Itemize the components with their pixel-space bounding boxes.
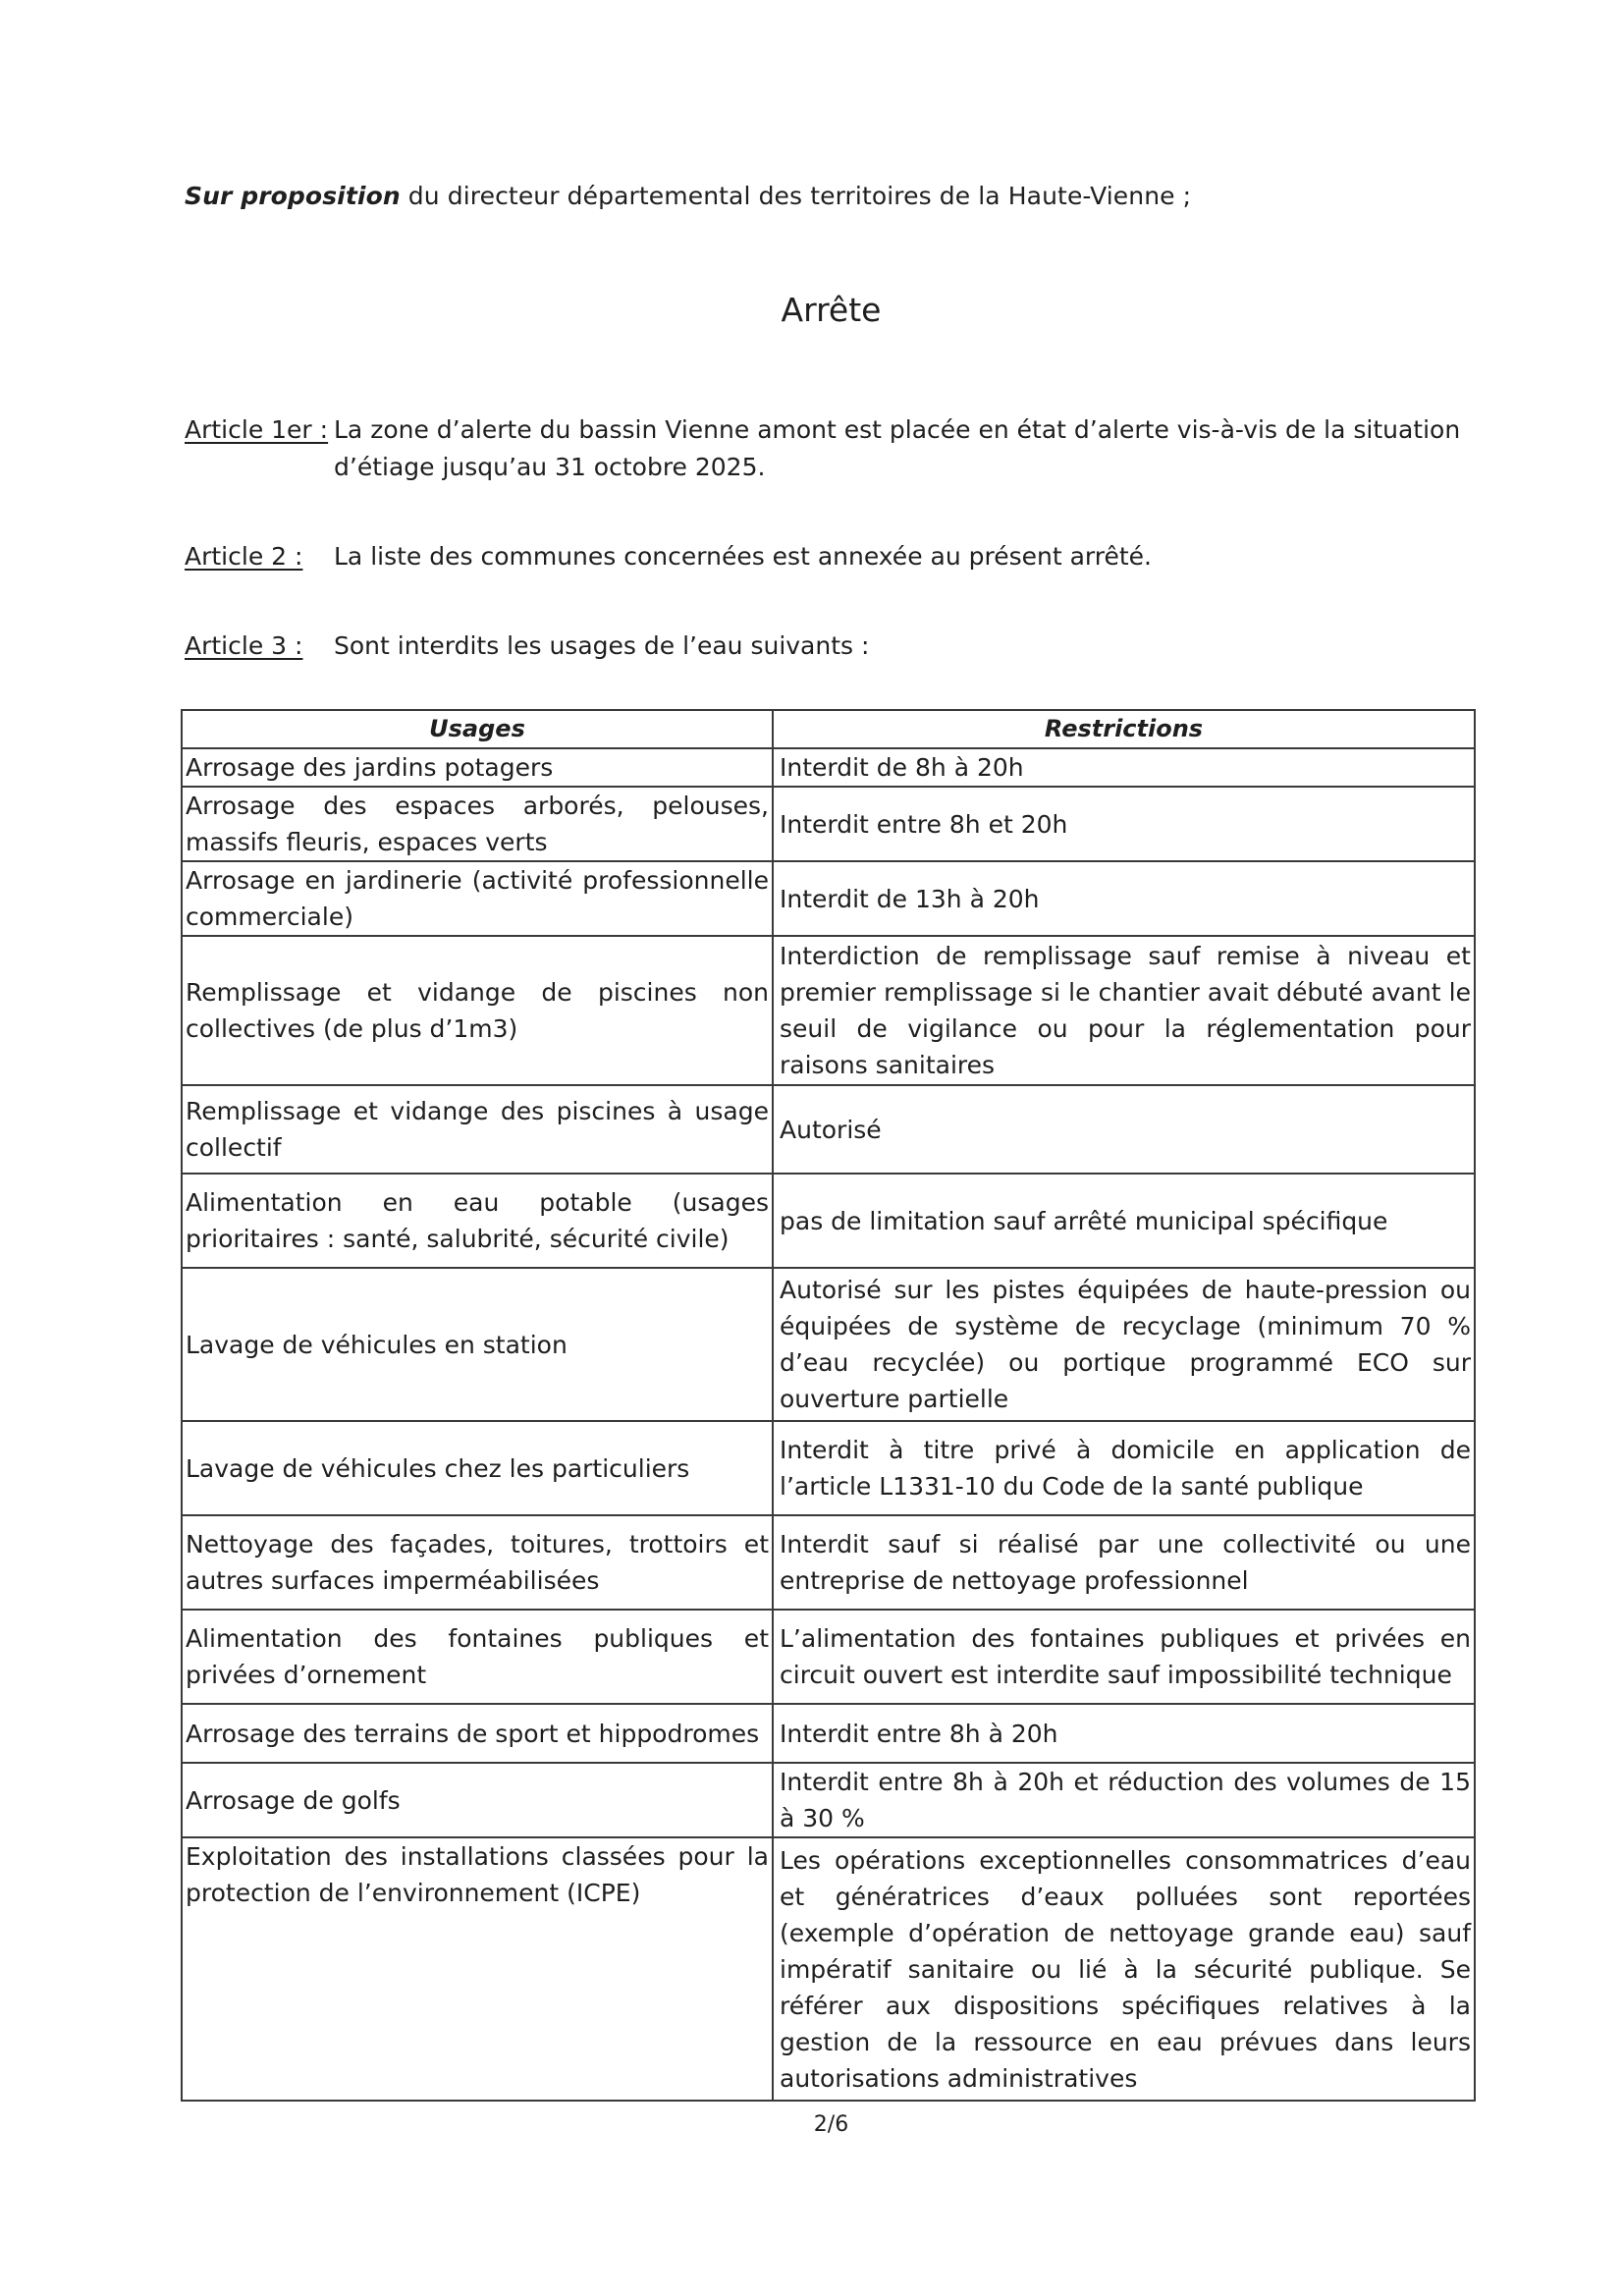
article-1 (185, 411, 1490, 486)
water-usage-restrictions-table (181, 709, 1476, 2102)
usage-cell: Arrosage des terrains de sport et hippodromes (182, 1704, 773, 1763)
table-row (182, 1421, 1475, 1515)
usage-cell: Alimentation des fontaines publiques et privées d’ornement (182, 1610, 773, 1704)
decree-title: Arrête (781, 291, 882, 329)
table-row (182, 936, 1475, 1085)
restriction-cell: pas de limitation sauf arrêté municipal spécifique (773, 1174, 1475, 1268)
article-2-text: La liste des communes concernées est annexée au présent arrêté. (334, 542, 1153, 571)
restriction-cell: Interdit à titre privé à domicile en application de l’article L1331-10 du Code de la santé publique (773, 1421, 1475, 1515)
usage-cell: Lavage de véhicules en station (182, 1268, 773, 1421)
usage-cell: Arrosage des jardins potagers (182, 748, 773, 787)
usage-cell: Lavage de véhicules chez les particuliers (182, 1421, 773, 1515)
article-2-label: Article 2 : (185, 542, 303, 571)
usage-cell: Arrosage de golfs (182, 1763, 773, 1837)
restriction-cell: Interdit entre 8h et 20h (773, 787, 1475, 861)
usage-cell: Arrosage en jardinerie (activité professionnelle commerciale) (182, 861, 773, 936)
restriction-cell: L’alimentation des fontaines publiques et privées en circuit ouvert est interdite sauf impossibilité technique (773, 1610, 1475, 1704)
restriction-cell: Interdit entre 8h à 20h et réduction des volumes de 15 à 30 % (773, 1763, 1475, 1837)
page-number: 2/6 (813, 2112, 849, 2137)
table-row (182, 1174, 1475, 1268)
usage-cell: Remplissage et vidange de piscines non collectives (de plus d’1m3) (182, 936, 773, 1085)
article-3-text: Sont interdits les usages de l’eau suivants : (334, 631, 870, 660)
intro-text: du directeur départemental des territoires de la Haute-Vienne ; (400, 182, 1192, 210)
article-3-label: Article 3 : (185, 631, 303, 660)
header-restrictions: Restrictions (773, 710, 1475, 748)
table-header-row (182, 710, 1475, 748)
table-row (182, 1268, 1475, 1421)
article-1-text: La zone d’alerte du bassin Vienne amont est placée en état d’alerte vis-à-vis de la situation d’étiage jusqu’au 31 octobre 2025. (334, 415, 1461, 481)
article-2 (185, 538, 1490, 575)
restriction-cell: Interdit de 8h à 20h (773, 748, 1475, 787)
restriction-cell: Interdit de 13h à 20h (773, 861, 1475, 936)
intro-lead: Sur proposition (185, 182, 401, 210)
usage-cell: Exploitation des installations classées pour la protection de l’environnement (ICPE) (182, 1837, 773, 2101)
usage-cell: Remplissage et vidange des piscines à usage collectif (182, 1085, 773, 1174)
restriction-cell: Autorisé (773, 1085, 1475, 1174)
table-row (182, 1085, 1475, 1174)
restriction-cell: Autorisé sur les pistes équipées de haute-pression ou équipées de système de recyclage (minimum 70 % d’eau recyclée) ou portique programmé ECO sur ouverture partielle (773, 1268, 1475, 1421)
intro-paragraph (185, 180, 1191, 213)
restriction-cell: Interdiction de remplissage sauf remise à niveau et premier remplissage si le chantier avait débuté avant le seuil de vigilance ou pour la réglementation pour raisons sanitaires (773, 936, 1475, 1085)
article-1-label: Article 1er : (185, 415, 329, 444)
table-row (182, 1610, 1475, 1704)
table-row (182, 1515, 1475, 1610)
header-usages: Usages (182, 710, 773, 748)
restriction-cell: Les opérations exceptionnelles consommatrices d’eau et génératrices d’eaux polluées sont reportées (exemple d’opération de nettoyage grande eau) sauf impératif sanitaire ou lié à la sécurité publique. Se référer aux dispositions spécifiques relatives à la gestion de la ressource en eau prévues dans leurs autorisations administratives (773, 1837, 1475, 2101)
table-row (182, 861, 1475, 936)
table-row (182, 1837, 1475, 2101)
article-3 (185, 628, 1490, 665)
table-row (182, 1763, 1475, 1837)
usage-cell: Alimentation en eau potable (usages prioritaires : santé, salubrité, sécurité civile) (182, 1174, 773, 1268)
usage-cell: Arrosage des espaces arborés, pelouses, massifs fleuris, espaces verts (182, 787, 773, 861)
restriction-cell: Interdit entre 8h à 20h (773, 1704, 1475, 1763)
table-row (182, 787, 1475, 861)
table-row (182, 748, 1475, 787)
table-row (182, 1704, 1475, 1763)
restriction-cell: Interdit sauf si réalisé par une collectivité ou une entreprise de nettoyage professionnel (773, 1515, 1475, 1610)
usage-cell: Nettoyage des façades, toitures, trottoirs et autres surfaces imperméabilisées (182, 1515, 773, 1610)
